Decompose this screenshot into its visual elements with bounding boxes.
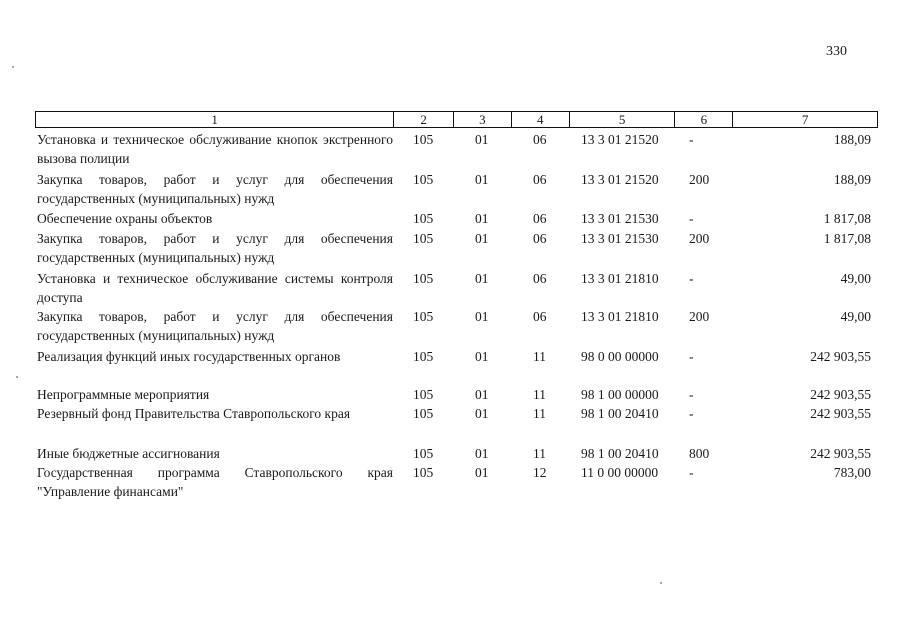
row-col-7: 188,09 bbox=[833, 172, 871, 187]
row-col-2: 105 bbox=[413, 446, 434, 461]
row-col-7: 49,00 bbox=[840, 271, 871, 286]
row-name: Непрограммные мероприятия bbox=[37, 387, 210, 402]
row-col-5: 13 3 01 21810 bbox=[581, 271, 659, 286]
table-header bbox=[35, 111, 878, 128]
row-col-7: 242 903,55 bbox=[810, 446, 871, 461]
row-col-6: - bbox=[689, 406, 694, 421]
row-name: Закупка товаров, работ и услуг для обеспечения государственных (муниципальных) нужд bbox=[37, 309, 393, 343]
row-col-6: - bbox=[689, 387, 694, 402]
row-col-4: 11 bbox=[533, 446, 546, 461]
row-col-6: - bbox=[689, 271, 694, 286]
row-col-6: 200 bbox=[689, 172, 710, 187]
row-col-4: 06 bbox=[533, 231, 547, 246]
row-col-6: - bbox=[689, 349, 694, 364]
row-name: Закупка товаров, работ и услуг для обеспечения государственных (муниципальных) нужд bbox=[37, 172, 393, 206]
header-col-1: 1 bbox=[211, 112, 218, 127]
row-col-5: 13 3 01 21530 bbox=[581, 211, 659, 226]
row-col-4: 06 bbox=[533, 271, 547, 286]
row-col-6: 800 bbox=[689, 446, 710, 461]
row-name: Государственная программа Ставропольского края "Управление финансами" bbox=[37, 465, 393, 499]
row-col-5: 98 0 00 00000 bbox=[581, 349, 659, 364]
row-col-2: 105 bbox=[413, 465, 434, 480]
row-col-7: 242 903,55 bbox=[810, 349, 871, 364]
row-col-2: 105 bbox=[413, 211, 434, 226]
header-col-5: 5 bbox=[569, 112, 675, 127]
row-col-4: 06 bbox=[533, 309, 547, 324]
row-col-5: 98 1 00 20410 bbox=[581, 406, 659, 421]
header-col-6: 6 bbox=[674, 112, 732, 127]
row-col-3: 01 bbox=[475, 271, 489, 286]
row-col-7: 783,00 bbox=[833, 465, 871, 480]
row-col-4: 11 bbox=[533, 349, 546, 364]
row-col-2: 105 bbox=[413, 387, 434, 402]
row-col-7: 188,09 bbox=[833, 132, 871, 147]
scan-speck bbox=[660, 582, 662, 584]
row-col-3: 01 bbox=[475, 309, 489, 324]
row-name: Закупка товаров, работ и услуг для обеспечения государственных (муниципальных) нужд bbox=[37, 231, 393, 265]
row-col-4: 11 bbox=[533, 387, 546, 402]
row-col-5: 11 0 00 00000 bbox=[581, 465, 659, 480]
row-col-3: 01 bbox=[475, 446, 489, 461]
row-col-6: 200 bbox=[689, 309, 710, 324]
scan-speck bbox=[16, 376, 18, 378]
page-number: 330 bbox=[826, 44, 847, 59]
row-name: Обеспечение охраны объектов bbox=[37, 211, 213, 226]
row-col-7: 1 817,08 bbox=[823, 211, 871, 226]
row-col-4: 06 bbox=[533, 211, 547, 226]
row-col-2: 105 bbox=[413, 349, 434, 364]
budget-table bbox=[35, 111, 878, 499]
row-col-2: 105 bbox=[413, 231, 434, 246]
row-col-6: - bbox=[689, 465, 694, 480]
row-col-3: 01 bbox=[475, 387, 489, 402]
row-col-5: 98 1 00 20410 bbox=[581, 446, 659, 461]
row-name: Иные бюджетные ассигнования bbox=[37, 446, 220, 461]
row-name: Реализация функций иных государственных органов bbox=[37, 349, 341, 364]
row-col-2: 105 bbox=[413, 309, 434, 324]
header-col-4: 4 bbox=[511, 112, 569, 127]
row-col-7: 242 903,55 bbox=[810, 406, 871, 421]
scan-speck bbox=[12, 66, 14, 68]
header-col-7: 7 bbox=[732, 112, 877, 127]
row-col-4: 12 bbox=[533, 465, 547, 480]
row-col-5: 13 3 01 21810 bbox=[581, 309, 659, 324]
row-col-2: 105 bbox=[413, 132, 434, 147]
row-col-7: 49,00 bbox=[840, 309, 871, 324]
row-col-6: 200 bbox=[689, 231, 710, 246]
row-col-2: 105 bbox=[413, 172, 434, 187]
row-col-5: 13 3 01 21530 bbox=[581, 231, 659, 246]
row-col-4: 11 bbox=[533, 406, 546, 421]
row-col-7: 1 817,08 bbox=[823, 231, 871, 246]
row-name: Установка и техническое обслуживание системы контроля доступа bbox=[37, 271, 393, 305]
row-col-2: 105 bbox=[413, 271, 434, 286]
row-col-7: 242 903,55 bbox=[810, 387, 871, 402]
row-col-3: 01 bbox=[475, 132, 489, 147]
row-col-5: 13 3 01 21520 bbox=[581, 172, 659, 187]
row-col-5: 13 3 01 21520 bbox=[581, 132, 659, 147]
row-name: Резервный фонд Правительства Ставропольского края bbox=[37, 406, 351, 421]
row-col-2: 105 bbox=[413, 406, 434, 421]
row-col-6: - bbox=[689, 211, 694, 226]
row-col-3: 01 bbox=[475, 349, 489, 364]
row-col-3: 01 bbox=[475, 406, 489, 421]
row-col-3: 01 bbox=[475, 211, 489, 226]
row-col-3: 01 bbox=[475, 465, 489, 480]
row-col-3: 01 bbox=[475, 231, 489, 246]
header-col-2: 2 bbox=[393, 112, 453, 127]
row-col-3: 01 bbox=[475, 172, 489, 187]
row-col-4: 06 bbox=[533, 132, 547, 147]
row-col-6: - bbox=[689, 132, 694, 147]
row-col-5: 98 1 00 00000 bbox=[581, 387, 659, 402]
header-col-3: 3 bbox=[453, 112, 511, 127]
row-col-4: 06 bbox=[533, 172, 547, 187]
row-name: Установка и техническое обслуживание кнопок экстренного вызова полиции bbox=[37, 132, 393, 166]
